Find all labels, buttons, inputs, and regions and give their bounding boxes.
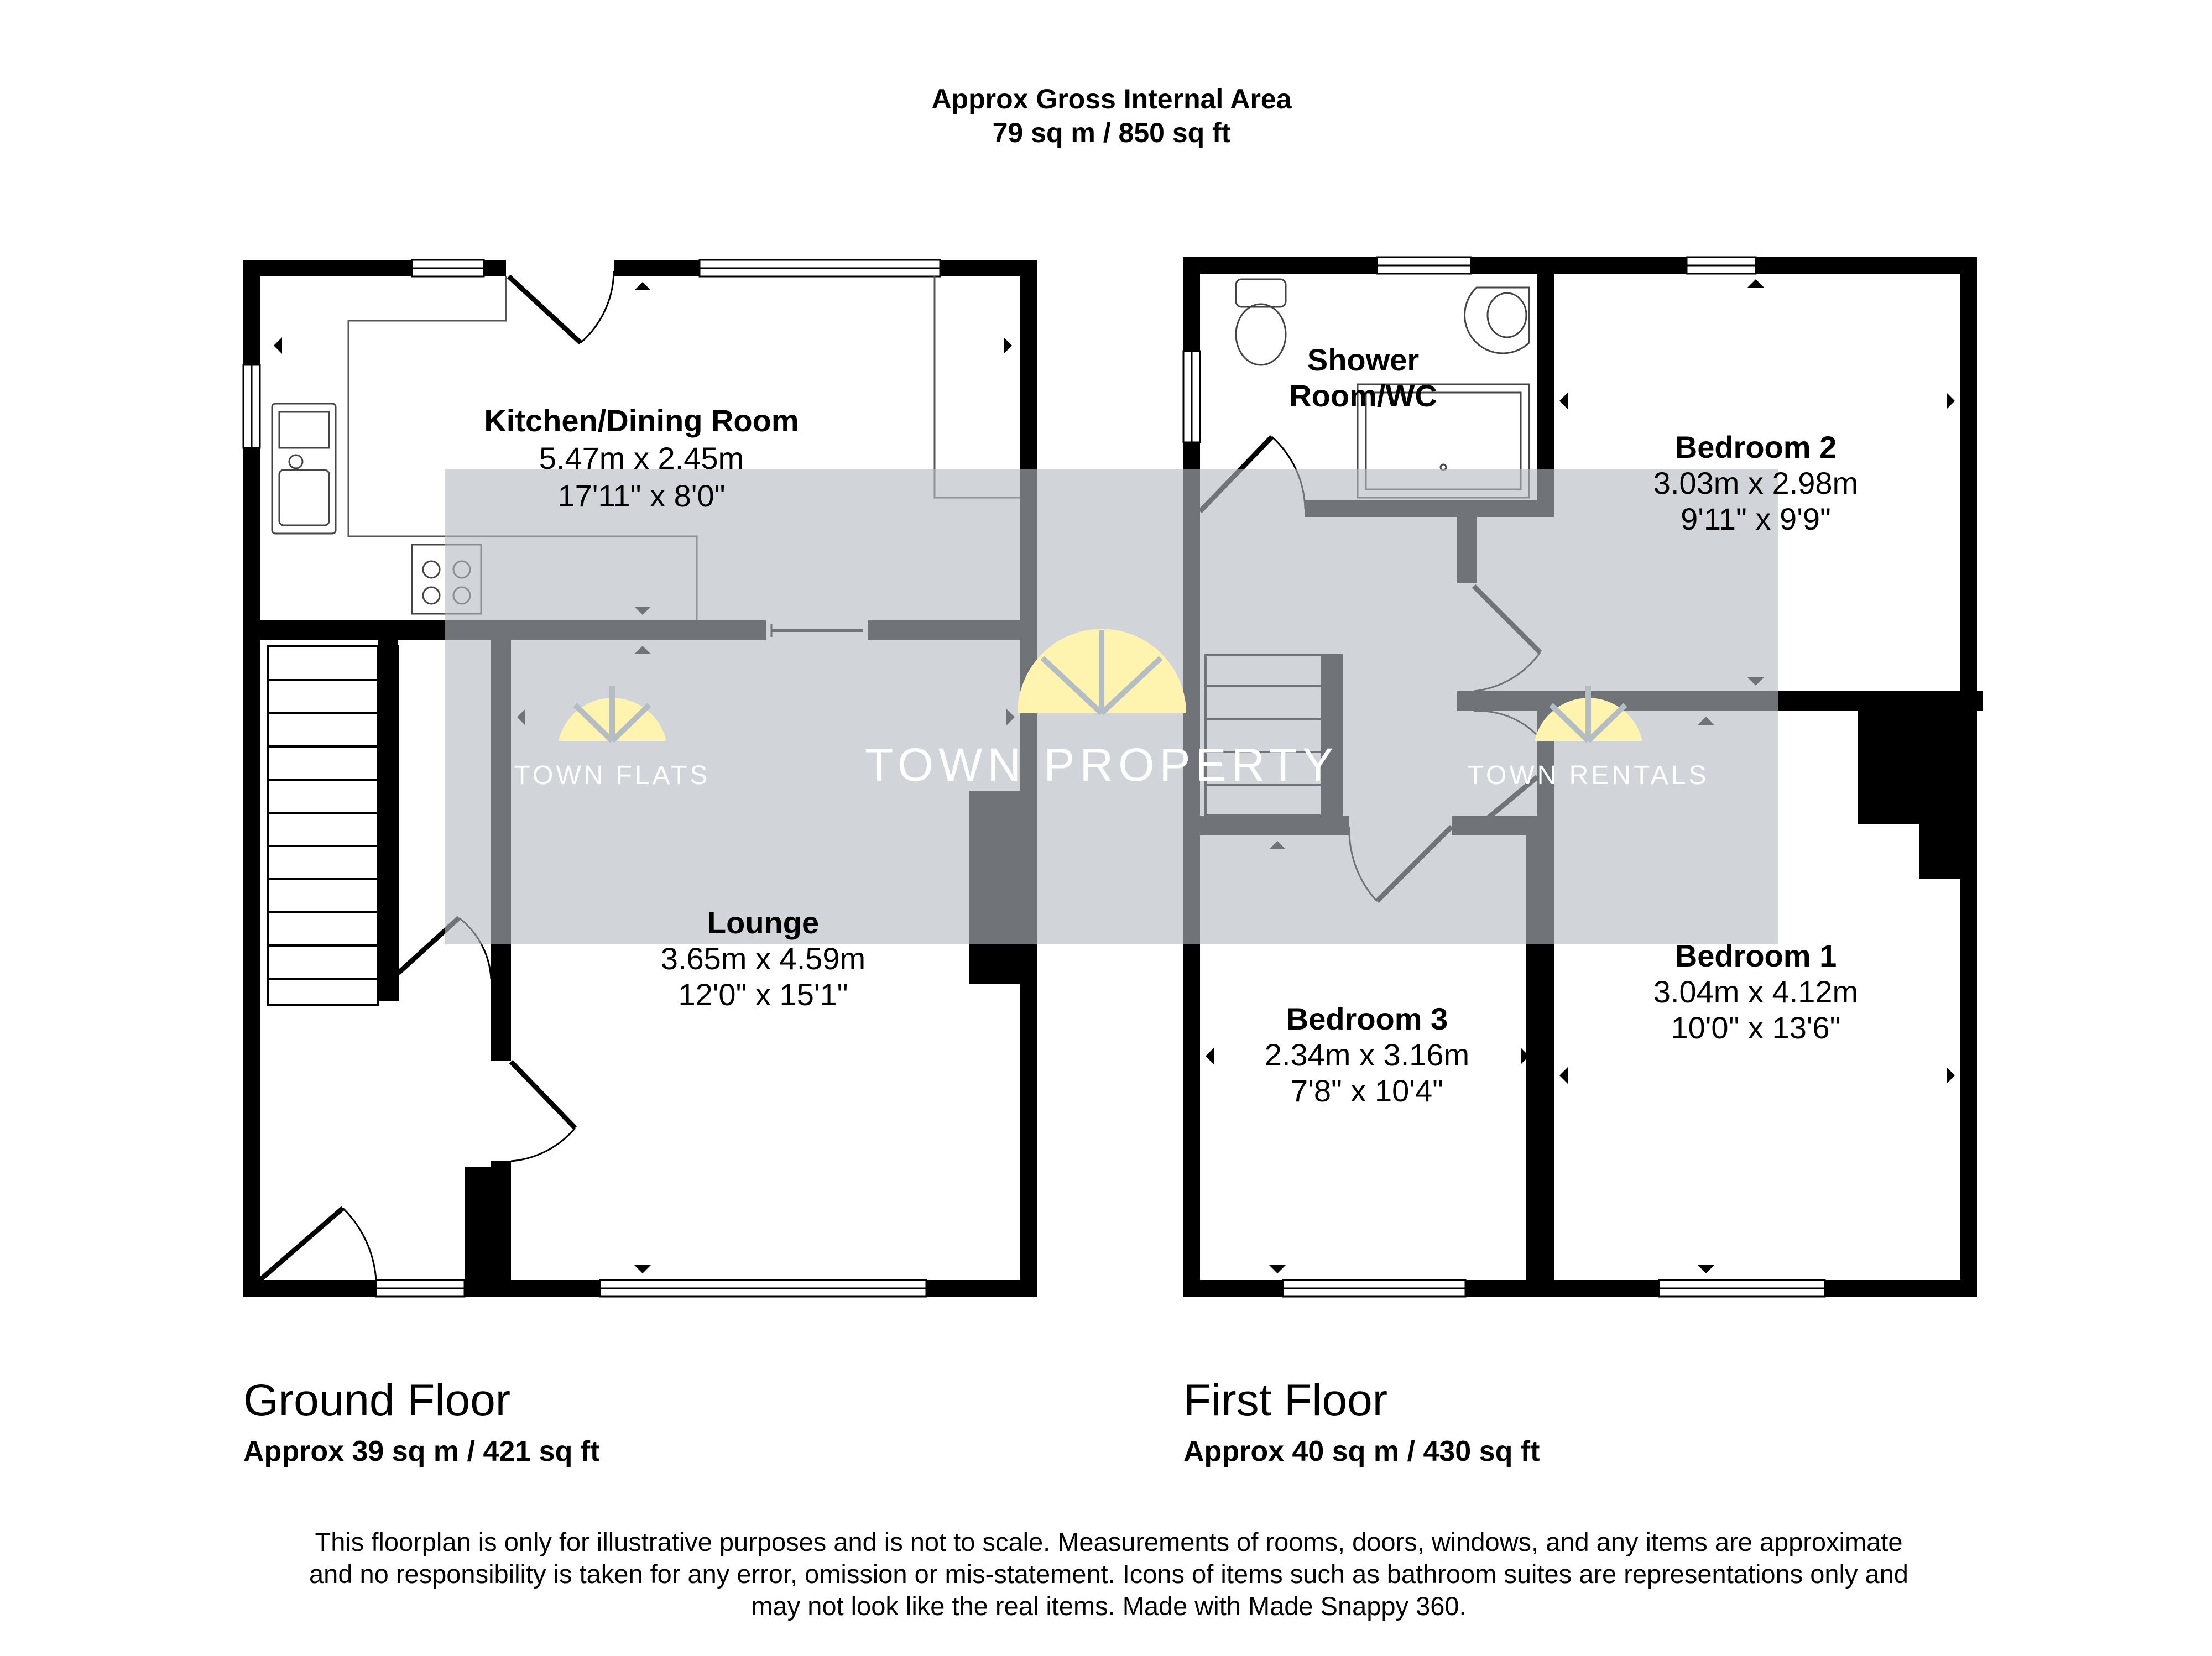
basin-icon bbox=[1465, 288, 1529, 353]
bedroom3-name: Bedroom 3 bbox=[1286, 1001, 1448, 1036]
disclaimer-line1: This floorplan is only for illustrative purposes and is not to scale. Measurements of rooms, doors, windows, and any items are approximate bbox=[315, 1527, 1903, 1556]
lounge-metric: 3.65m x 4.59m bbox=[660, 941, 866, 976]
kitchen-metric: 5.47m x 2.45m bbox=[539, 441, 744, 476]
lounge-imperial: 12'0" x 15'1" bbox=[678, 977, 848, 1012]
watermark-right-text: TOWN RENTALS bbox=[1467, 761, 1709, 790]
kitchen-name: Kitchen/Dining Room bbox=[484, 403, 799, 438]
sink-icon bbox=[272, 404, 336, 534]
bedroom1-imperial: 10'0" x 13'6" bbox=[1671, 1010, 1841, 1045]
watermark-left-text: TOWN FLATS bbox=[514, 761, 711, 790]
wall bbox=[491, 1161, 511, 1288]
bedroom3-imperial: 7'8" x 10'4" bbox=[1291, 1073, 1443, 1108]
chimney-breast bbox=[1858, 711, 1960, 879]
bedroom2-metric: 3.03m x 2.98m bbox=[1653, 466, 1859, 500]
wall bbox=[465, 1167, 492, 1288]
wall bbox=[243, 1280, 376, 1297]
bedroom3-metric: 2.34m x 3.16m bbox=[1264, 1037, 1470, 1072]
disclaimer-line3: may not look like the real items. Made with Made Snappy 360. bbox=[751, 1591, 1467, 1621]
kitchen-imperial: 17'11" x 8'0" bbox=[557, 478, 726, 513]
worktop-outline bbox=[935, 276, 1020, 498]
bedroom2-imperial: 9'11" x 9'9" bbox=[1681, 501, 1831, 536]
disclaimer-line2: and no responsibility is taken for any error, omission or mis-statement. Icons of items such as bathroom suites are representations only and bbox=[309, 1559, 1908, 1589]
shower-room-name-line1: Shower bbox=[1307, 342, 1420, 377]
ground-floor-name: Ground Floor bbox=[243, 1375, 511, 1425]
lounge-name: Lounge bbox=[707, 905, 820, 940]
watermark-center-text: TOWN PROPERTY bbox=[865, 739, 1338, 791]
staircase bbox=[268, 646, 398, 1005]
gross-area-value: 79 sq m / 850 sq ft bbox=[992, 117, 1231, 148]
ground-floor-area: Approx 39 sq m / 421 sq ft bbox=[243, 1435, 600, 1467]
bedroom1-metric: 3.04m x 4.12m bbox=[1653, 974, 1859, 1009]
toilet-icon bbox=[1236, 279, 1286, 365]
first-floor-name: First Floor bbox=[1183, 1375, 1387, 1425]
gross-area-title: Approx Gross Internal Area bbox=[931, 83, 1292, 114]
bedroom2-name: Bedroom 2 bbox=[1674, 430, 1837, 464]
shower-room-name-line2: Room/WC bbox=[1289, 378, 1437, 413]
first-floor-area: Approx 40 sq m / 430 sq ft bbox=[1183, 1435, 1540, 1467]
bedroom1-name: Bedroom 1 bbox=[1674, 938, 1837, 973]
watermark bbox=[445, 469, 1778, 944]
